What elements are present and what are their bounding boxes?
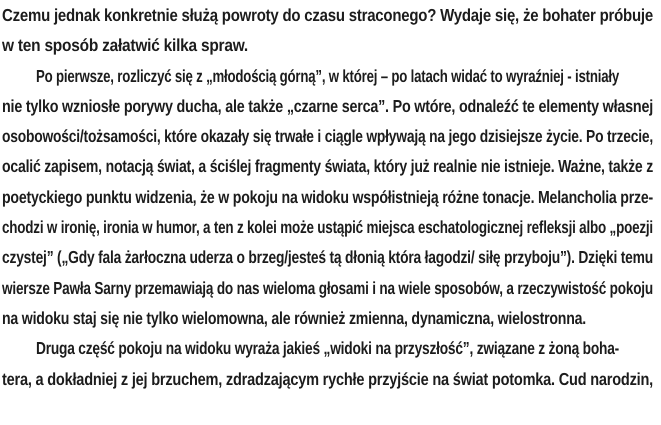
text-line: [2, 242, 657, 272]
text-line: [2, 212, 657, 242]
text-line-content: Po pierwsze, rozliczyć się z „młodością górną”, w której – po latach widać to wyraźniej - istniały: [36, 65, 620, 86]
text-line-content: poetyckiego punktu widzenia, że w pokoju na widoku współistnieją różne tonacje. Melancholia prze-: [2, 186, 654, 207]
text-line: [2, 30, 657, 60]
text-line-content: wiersze Pawła Sarny przemawiają do nas wieloma głosami i na wiele sposobów, a rzeczywistość pokoju: [2, 277, 653, 298]
text-line-content: ocalić zapisem, notacją świat, a ściślej fragmenty świata, który już realnie nie istnieje. Ważne, także z: [2, 156, 654, 177]
text-line-content: na widoku staj się nie tylko wielomowna, ale również zmienna, dynamiczna, wielostronna.: [2, 307, 586, 328]
text-line: [2, 364, 657, 394]
text-line-content: czystej” („Gdy fala żarłoczna uderza o brzeg/jesteś tą dłonią która łagodzi/ siłę przyboju”). Dzięki temu: [2, 247, 653, 268]
text-line: [2, 0, 657, 30]
text-line: [2, 91, 657, 121]
paragraph-first-line: [2, 61, 657, 91]
text-line-content: osobowości/tożsamości, które okazały się trwałe i ciągle wpływają na jego dzisiejsze życie. Po trzecie,: [2, 126, 654, 147]
text-line: [2, 303, 657, 333]
body-text: [2, 0, 657, 394]
text-line: [2, 182, 657, 212]
text-line: [2, 273, 657, 303]
text-line-content: nie tylko wzniosłe porywy ducha, ale także „czarne serca”. Po wtóre, odnaleźć te elementy własnej: [2, 95, 653, 116]
text-line-content: Czemu jednak konkretnie służą powroty do czasu straconego? Wydaje się, że bohater próbuje: [2, 5, 653, 25]
text-line: [2, 121, 657, 151]
text-line: [2, 151, 657, 181]
text-line-content: Druga część pokoju na widoku wyraża jakieś „widoki na przyszłość”, związane z żoną boha-: [36, 338, 620, 359]
text-line-content: w ten sposób załatwić kilka spraw.: [2, 35, 249, 56]
text-line-content: chodzi w ironię, ironia w humor, a ten z kolei może ustąpić miejsca eschatologicznej refleksji albo „poezji: [2, 217, 653, 238]
paragraph-first-line: [2, 333, 657, 363]
text-line-content: tera, a dokładniej z jej brzuchem, zdradzającym rychłe przyjście na świat potomka. Cud narodzin,: [2, 368, 653, 389]
